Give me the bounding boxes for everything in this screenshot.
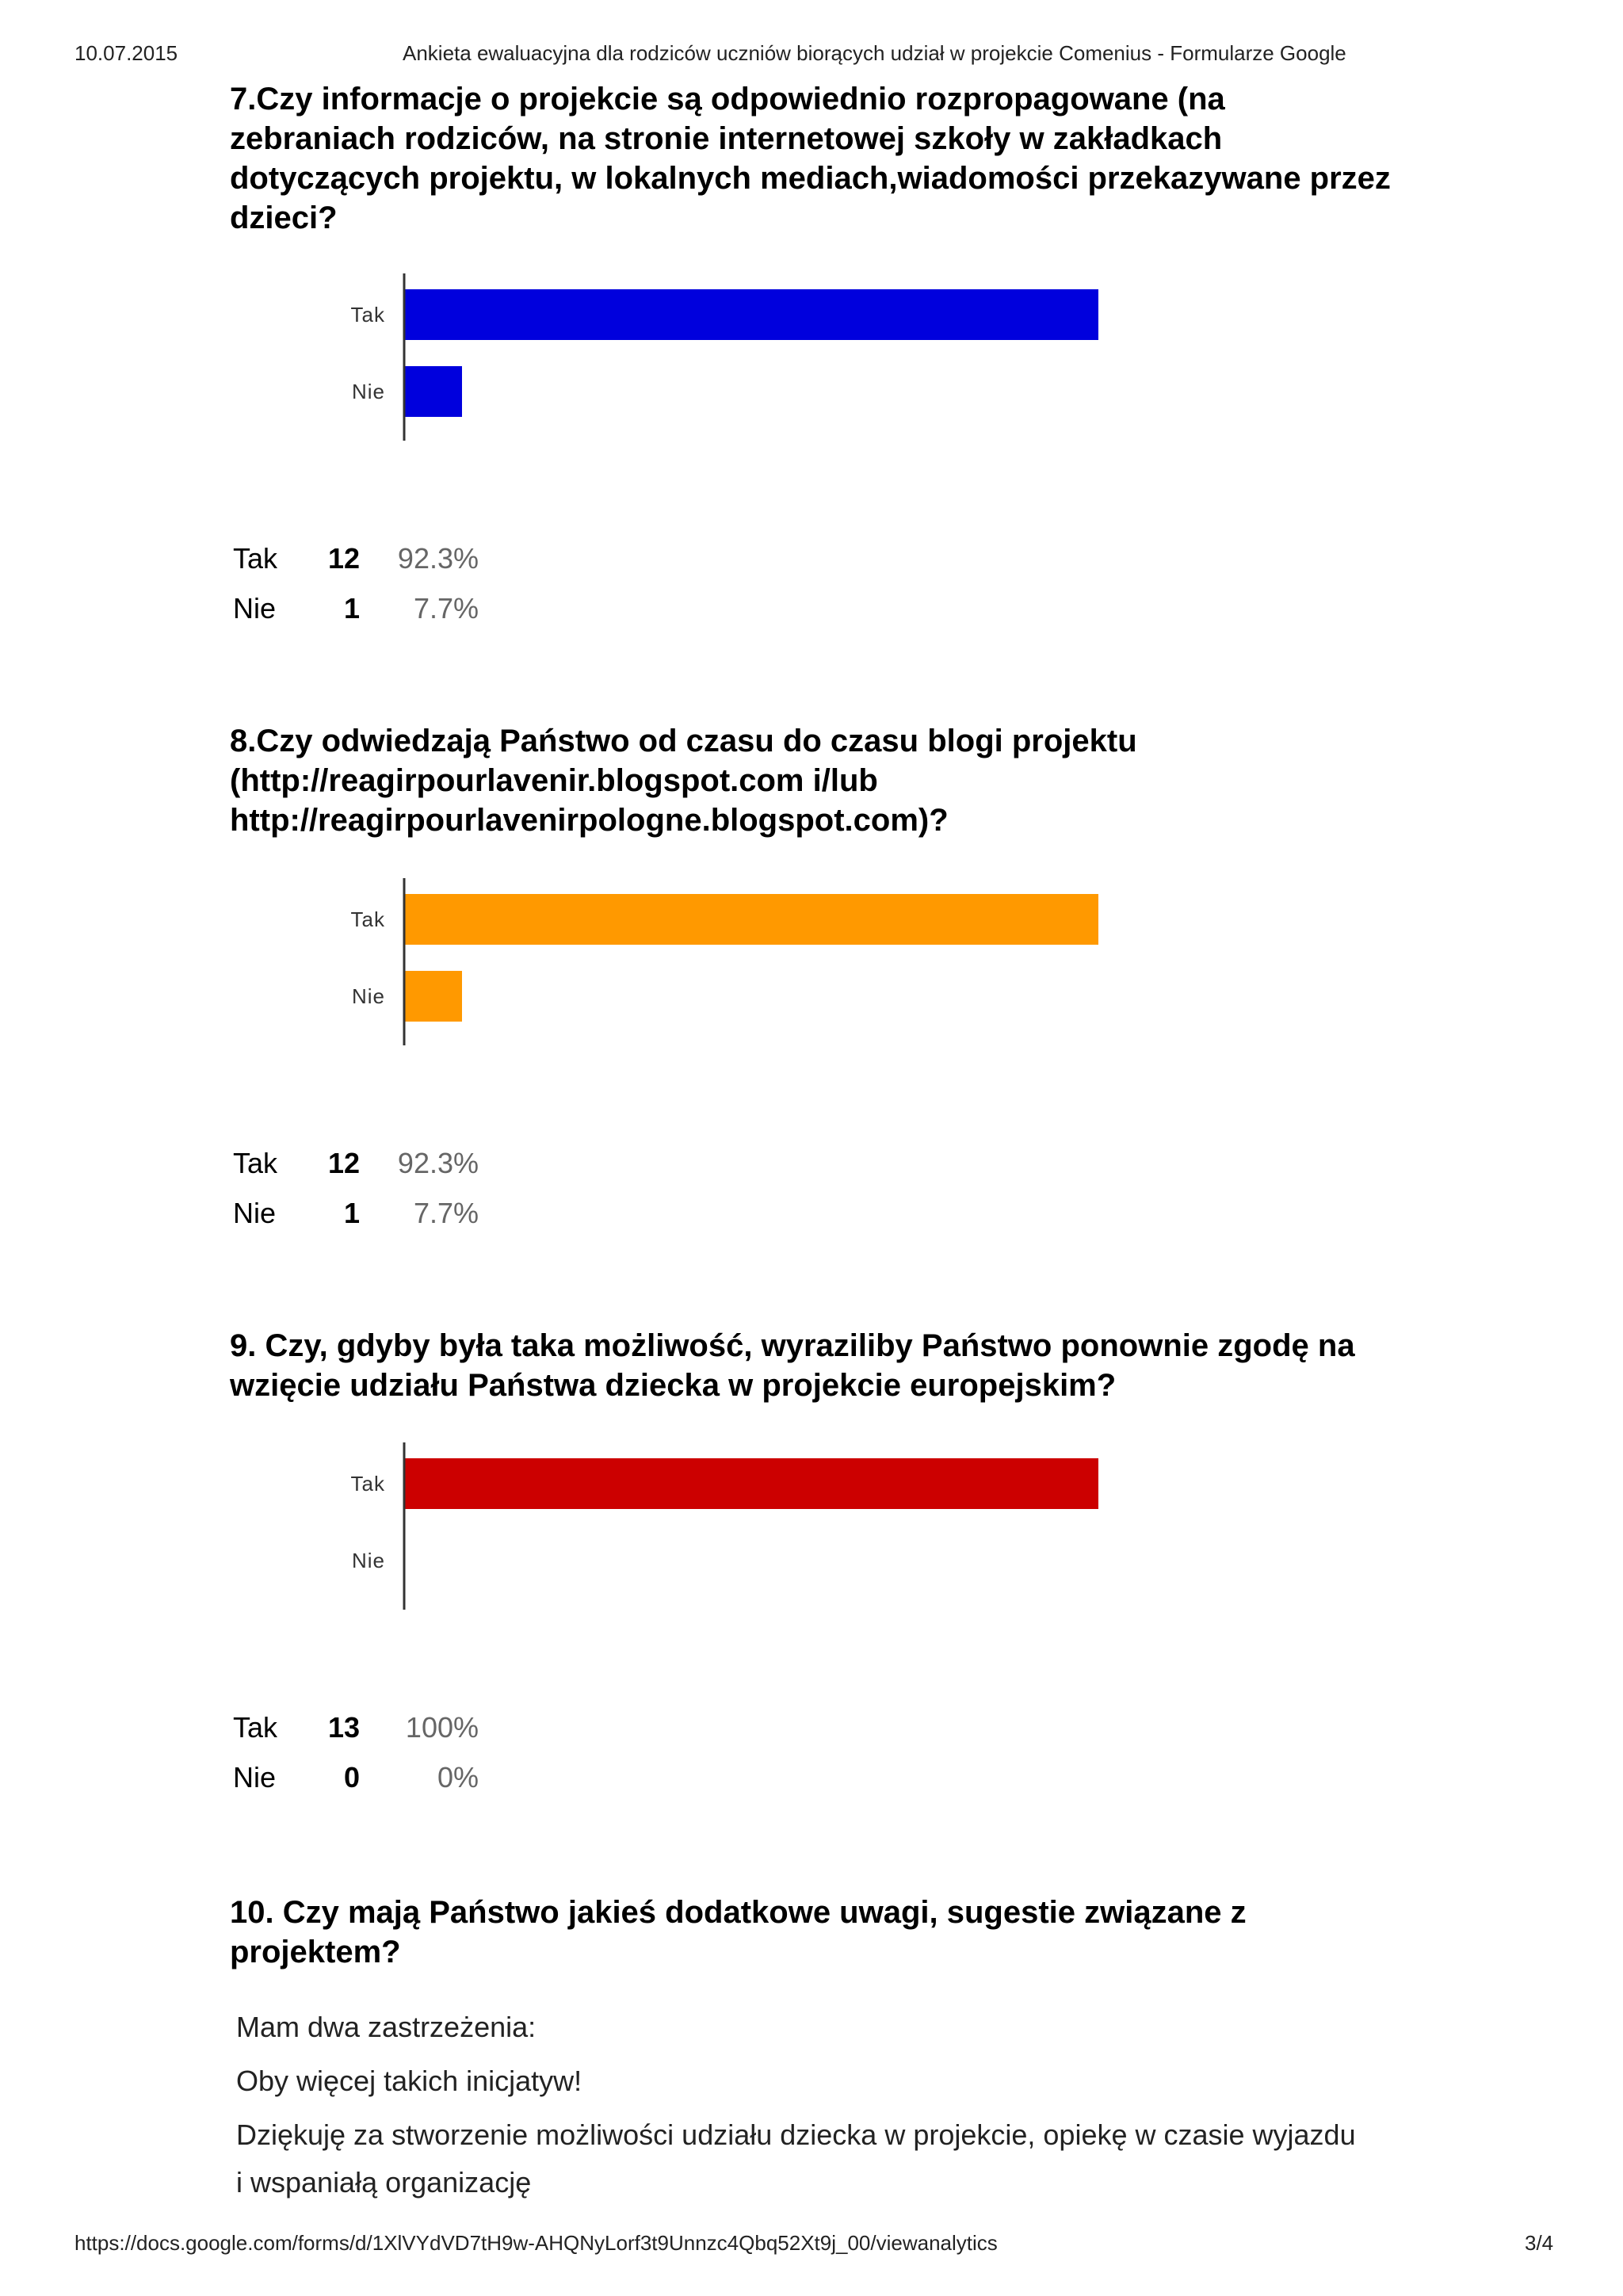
question-7-bar-chart: [301, 273, 1125, 448]
question-title-line: 10. Czy mają Państwo jakieś dodatkowe uwagi, sugestie związane z: [230, 1895, 1247, 1930]
question-8-title: [230, 721, 1434, 840]
answer-percent: 92.3%: [397, 541, 479, 575]
answer-percent: 0%: [437, 1760, 479, 1794]
answer-percent: 7.7%: [413, 1196, 479, 1229]
question-title-line: (http://reagirpourlavenir.blogspot.com i/lub: [230, 763, 878, 798]
question-title-line: http://reagirpourlavenirpologne.blogspot.com)?: [230, 803, 949, 838]
table-row: [230, 583, 479, 633]
question-title-line: zebraniach rodziców, na stronie internetowej szkoły w zakładkach: [230, 121, 1223, 156]
table-row: [230, 1188, 479, 1238]
category-tick-label: Nie: [351, 984, 385, 1008]
question-title-line: dzieci?: [230, 201, 338, 235]
bar-nie: [404, 366, 462, 417]
question-8-summary-table: [230, 1138, 479, 1238]
answer-percent: 7.7%: [413, 591, 479, 625]
category-tick-label: Tak: [350, 907, 385, 931]
bar-tak: [404, 289, 1098, 340]
table-row: [230, 1702, 479, 1752]
question-title-line: 9. Czy, gdyby była taka możliwość, wyraziliby Państwo ponownie zgodę na: [230, 1328, 1355, 1363]
document-title: Ankieta ewaluacyjna dla rodziców uczniów biorących udział w projekcie Comenius - Formularze Google: [403, 41, 1346, 65]
table-row: [230, 1138, 479, 1188]
answer-count: 12: [327, 1146, 360, 1179]
answer-count: 1: [343, 591, 360, 625]
answer-label: Tak: [233, 1710, 278, 1744]
answer-count: 0: [343, 1760, 360, 1794]
answer-label: Tak: [233, 1146, 278, 1179]
print-date: 10.07.2015: [74, 41, 178, 65]
response-item: Dziękuję za stworzenie możliwości udziału dziecka w projekcie, opiekę w czasie wyjazdu i wspaniałą organizację: [236, 2118, 1356, 2199]
table-row: [230, 533, 479, 583]
answer-label: Tak: [233, 541, 278, 575]
response-item: Oby więcej takich inicjatyw!: [236, 2065, 582, 2097]
question-title-line: dotyczących projektu, w lokalnych mediach,wiadomości przekazywane przez: [230, 161, 1391, 196]
answer-count: 1: [343, 1196, 360, 1229]
category-tick-label: Tak: [350, 303, 385, 327]
bar-nie: [404, 971, 462, 1022]
answer-label: Nie: [233, 1760, 277, 1794]
answer-label: Nie: [233, 1196, 277, 1229]
question-title-line: wzięcie udziału Państwa dziecka w projekcie europejskim?: [230, 1368, 1117, 1403]
question-9-title: [230, 1326, 1434, 1405]
answer-count: 12: [327, 541, 360, 575]
table-row: [230, 1752, 479, 1802]
answer-percent: 92.3%: [397, 1146, 479, 1179]
question-8-bar-chart: [301, 878, 1125, 1052]
answer-count: 13: [327, 1710, 360, 1744]
category-tick-label: Nie: [351, 380, 385, 403]
question-9-bar-chart: [301, 1442, 1125, 1617]
bar-tak: [404, 1458, 1098, 1509]
page-number: 3/4: [1525, 2231, 1554, 2255]
question-10-title: [230, 1893, 1434, 1972]
question-title-line: 7.Czy informacje o projekcie są odpowiednio rozpropagowane (na: [230, 82, 1225, 117]
question-7-summary-table: [230, 533, 479, 633]
question-title-line: projektem?: [230, 1935, 401, 1969]
question-10-responses: [236, 2004, 1361, 2213]
question-9-summary-table: [230, 1702, 479, 1802]
answer-label: Nie: [233, 591, 277, 625]
question-7-title: [230, 79, 1434, 238]
answer-percent: 100%: [405, 1710, 479, 1744]
page-url: https://docs.google.com/forms/d/1XlVYdVD7tH9w-AHQNyLorf3t9Unnzc4Qbq52Xt9j_00/viewanalytics: [74, 2231, 998, 2255]
bar-tak: [404, 894, 1098, 945]
category-tick-label: Tak: [350, 1472, 385, 1496]
response-item: Mam dwa zastrzeżenia:: [236, 2011, 537, 2043]
question-title-line: 8.Czy odwiedzają Państwo od czasu do czasu blogi projektu: [230, 724, 1137, 758]
category-tick-label: Nie: [351, 1549, 385, 1572]
